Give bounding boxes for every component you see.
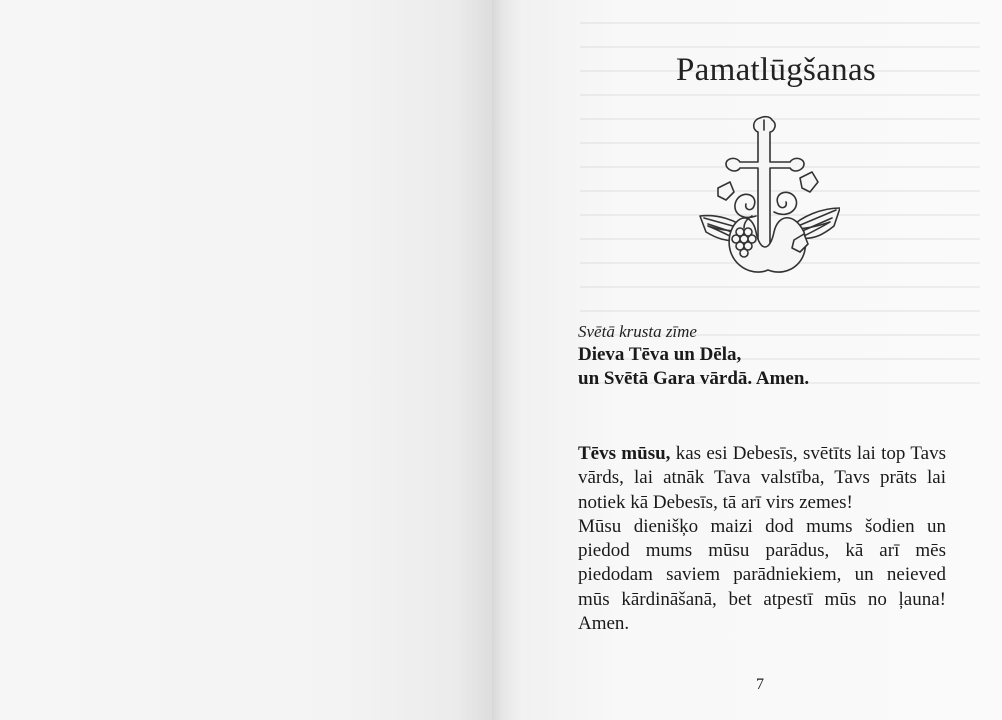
book-gutter [492,0,526,720]
page-number: 7 [756,676,764,693]
lords-prayer-paragraph-2: Mūsu dienišķo maizi dod mums šodien un piedod mums mūsu parādus, kā arī mēs piedodam saviem parādniekiem, un neieved mūs kārdināšanā, bet atpestī mūs no ļauna! Amen. [578,515,946,635]
cross-with-wings-and-grapes-icon [690,112,840,292]
cross-sign-line-2: un Svētā Gara vārdā. Amen. [578,368,810,389]
lords-prayer-text-1: kas esi Debesīs, svētīts lai top Tavs vārds, lai atnāk Tava valstība, Tavs prāts lai notiek kā Debesīs, tā arī virs zemes! [578,443,946,513]
page-title: Pamatlūgšanas [676,52,877,88]
lords-prayer-paragraph-1 [578,442,946,515]
left-page-blank [0,0,496,720]
lords-prayer-lead: Tēvs mūsu, [578,443,671,464]
lords-prayer [578,442,946,636]
cross-sign-caption: Svētā krusta zīme [578,322,697,341]
cross-sign-line-1: Dieva Tēva un Dēla, [578,344,742,365]
